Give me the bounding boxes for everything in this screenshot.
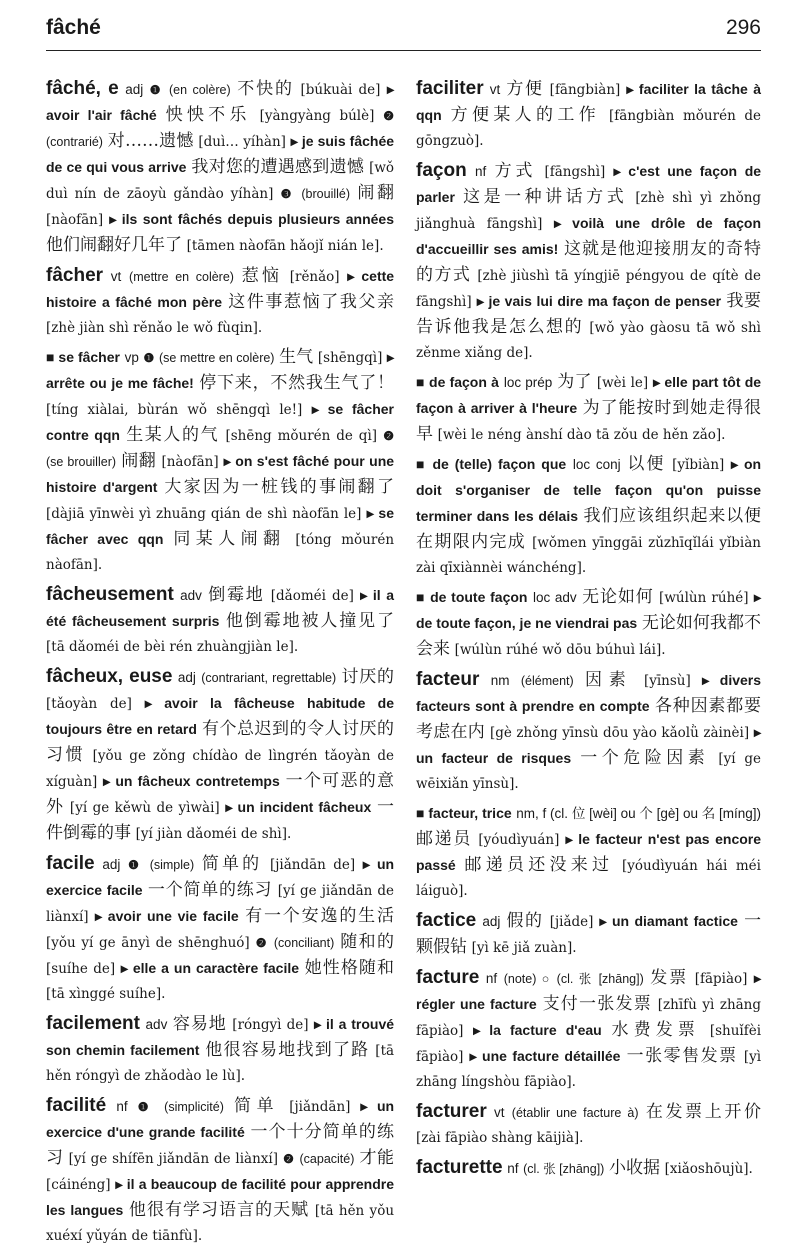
chinese-translation: 一个简单的练习 — [147, 880, 273, 900]
pinyin: [fāngshì] — [544, 164, 606, 180]
chinese-translation: 简单的 — [201, 854, 263, 874]
pinyin: [tā xìnggé suíhe]. — [46, 986, 166, 1002]
pinyin: [zhè jiàn shì rěnǎo le wǒ fùqin]. — [46, 320, 263, 336]
part-of-speech: adj — [177, 670, 196, 685]
pinyin: [tā hěn yǒu xuéxí yǔyán de tiānfù]. — [46, 1203, 395, 1244]
french-example: ▸ cette histoire a fâché mon père — [46, 268, 395, 310]
sense-note: (simple) — [149, 858, 195, 872]
entry-facilite — [46, 1093, 394, 1249]
pinyin: [zhè jiùshì tā yíngjiē péngyou de qítè de fāngshì] — [416, 268, 762, 310]
sense-note: (mettre en colère) — [129, 270, 234, 284]
sense-note: (contrarié) — [46, 135, 103, 149]
sense-note: (établir une facture à) — [511, 1106, 639, 1120]
french-example: ▸ elle part tôt de façon à arriver à l'heure — [416, 374, 762, 416]
chinese-translation: 我对您的遭遇感到遗憾 — [191, 157, 365, 177]
pinyin: [duì… yíhàn] — [198, 134, 286, 150]
part-of-speech: nf — [507, 1161, 519, 1176]
french-example: ▸ avoir la fâcheuse habitude de toujours être en retard — [46, 695, 395, 737]
chinese-translation: 这件事惹恼了我父亲 — [228, 292, 395, 312]
entry-facheusement — [46, 582, 394, 660]
pinyin: [jiǎndān] — [289, 1099, 351, 1115]
pinyin: [yí ge jiǎndān de liànxí] — [46, 883, 395, 925]
chinese-translation: 方便某人的工作 — [450, 105, 601, 125]
entry-se-facher — [46, 345, 394, 578]
french-example: ▸ un diamant factice — [599, 913, 738, 929]
sense-note: (contrariant, regrettable) — [201, 671, 337, 685]
entry-facturette — [416, 1155, 761, 1182]
left-column — [46, 76, 394, 1253]
sense-number: ❷ — [283, 1152, 295, 1166]
entry-facturer — [416, 1099, 761, 1151]
entry-de-toute-facon — [416, 585, 761, 663]
part-of-speech: vt — [494, 1105, 505, 1120]
french-example: ▸ la facture d'eau — [473, 1022, 602, 1038]
entry-faciliter — [416, 76, 761, 154]
pinyin: [fāpiào] — [694, 971, 748, 987]
pinyin: [dàjiā yīnwèi yì zhuāng qián de shì nàofān le] — [46, 506, 362, 522]
pinyin: [zài fāpiào shàng kāijià]. — [416, 1130, 584, 1146]
pinyin: [dǎoméi de] — [270, 588, 354, 604]
right-column — [416, 76, 761, 1186]
part-of-speech: loc adv — [532, 590, 577, 605]
part-of-speech: adj — [482, 914, 501, 929]
chinese-translation: 一张零售发票 — [626, 1046, 738, 1066]
part-of-speech: adv — [180, 588, 202, 603]
chinese-translation: 发票 — [650, 968, 689, 988]
part-of-speech: vt — [489, 82, 501, 97]
sense-number: ❶ — [149, 83, 163, 97]
french-example: ▸ un exercice facile — [46, 856, 395, 898]
headword: fâché, e — [46, 78, 119, 99]
entry-fache — [46, 76, 394, 259]
french-example: ■ de (telle) façon que — [416, 456, 567, 472]
pinyin: [tíng xiàlai, bùrán wǒ shēngqì le!] — [46, 402, 303, 418]
chinese-translation: 一个十分简单的练习 — [46, 1122, 394, 1168]
pinyin: [yǒu yí ge ānyì de shēnghuó] — [46, 935, 250, 951]
french-example: ▸ de toute façon, je ne viendrai pas — [416, 589, 762, 631]
sense-number: ❷ — [383, 429, 395, 443]
pinyin: [tā dǎoméi de bèi rén zhuàngjiàn le]. — [46, 639, 299, 655]
pinyin: [yí ge wēixiǎn yīnsù]. — [416, 751, 762, 792]
chinese-translation: 他很容易地找到了路 — [205, 1040, 370, 1060]
french-example: ▸ une facture détaillée — [469, 1048, 621, 1064]
chinese-translation: 他倒霉地被人撞见了 — [225, 611, 395, 631]
chinese-translation: 惹恼 — [241, 266, 282, 286]
pinyin: [wǒmen yīnggāi zǔzhīqǐlái yǐbiàn zài qīxiànnèi wánchéng]. — [416, 535, 761, 576]
french-example: ▸ avoir une vie facile — [95, 908, 239, 924]
pinyin: [jiǎde] — [549, 914, 594, 930]
chinese-translation: 停下来，不然我生气了！ — [199, 373, 395, 393]
french-example: ▸ arrête ou je me fâche! — [46, 349, 395, 391]
pinyin: [tā hěn róngyì de zhǎodào le lù]. — [46, 1043, 395, 1084]
pinyin: [shuǐfèi fāpiào] — [416, 1023, 762, 1065]
part-of-speech: adj — [102, 857, 121, 872]
pinyin: [yīnsù] — [643, 673, 691, 689]
chinese-translation: 他们闹翻好几年了 — [46, 235, 182, 255]
chinese-translation: 邮递员还没来过 — [464, 855, 614, 875]
chinese-translation: 以便 — [627, 454, 666, 474]
headword: facilement — [46, 1013, 140, 1034]
part-of-speech: nm — [490, 673, 510, 688]
entry-facher — [46, 263, 394, 341]
pinyin: [wǒ duì nín de zāoyù gǎndào yíhàn] — [46, 160, 395, 202]
chinese-translation: 随和的 — [340, 932, 395, 952]
part-of-speech: loc conj — [572, 457, 621, 472]
pinyin: [shēngqì] — [317, 350, 383, 366]
page-number: 296 — [725, 16, 761, 39]
french-example: ▸ ils sont fâchés depuis plusieurs années — [109, 211, 395, 227]
part-of-speech: nm, f (cl. 位 [wèi] ou 个 [gè] ou 名 [míng]) — [516, 806, 762, 821]
sense-note: (en colère) — [168, 83, 231, 97]
pinyin: [yóudìyuán hái méi láiguò]. — [416, 858, 761, 899]
pinyin: [yì kē jiǎ zuàn]. — [471, 940, 577, 956]
part-of-speech: vt — [110, 269, 122, 284]
chinese-translation: 讨厌的 — [341, 667, 395, 687]
french-example: ▸ un incident fâcheux — [225, 799, 372, 815]
sense-number: ❶ — [128, 858, 142, 872]
french-example: ▸ il a été fâcheusement surpris — [46, 587, 395, 629]
chinese-translation: 我要告诉他我是怎么想的 — [416, 291, 762, 337]
sense-number: ❷ — [383, 109, 395, 123]
headword: facteur — [416, 669, 480, 690]
french-example: ▸ elle a un caractère facile — [120, 960, 300, 976]
french-example: ▸ un fâcheux contretemps — [103, 773, 280, 789]
headword: fâcheusement — [46, 584, 174, 605]
pinyin: [gè zhǒng yīnsù dōu yào kǎolǜ zàinèi] — [489, 725, 750, 741]
headword: façon — [416, 160, 467, 181]
pinyin: [yǒu ge zǒng chídào de lìngrén tǎoyàn de xíguàn] — [46, 748, 395, 790]
headword: fâcher — [46, 265, 104, 286]
entry-factice — [416, 908, 761, 961]
chinese-translation: 对……遗憾 — [107, 131, 194, 151]
chinese-translation: 怏怏不乐 — [165, 105, 251, 125]
chinese-translation: 才能 — [359, 1148, 395, 1168]
sense-note: (cl. 张 [zhāng]) — [523, 1162, 605, 1176]
entry-de-telle-facon-que — [416, 452, 761, 581]
headword: faciliter — [416, 78, 484, 99]
french-example: ■ de façon à — [416, 374, 499, 390]
pinyin: [nàofān] — [161, 454, 219, 470]
chinese-translation: 小收据 — [608, 1158, 660, 1178]
chinese-translation: 无论如何我都不会来 — [416, 613, 762, 659]
french-example: ▸ se fâcher contre qqn — [46, 401, 395, 443]
french-example: ▸ c'est une façon de parler — [416, 163, 762, 205]
chinese-translation: 支付一张发票 — [542, 994, 652, 1014]
pinyin: [búkuài de] — [300, 82, 381, 98]
headword: facturer — [416, 1101, 487, 1122]
entry-facteur-trice — [416, 801, 761, 904]
chinese-translation: 生气 — [279, 347, 314, 367]
chinese-translation: 一件倒霉的事 — [46, 797, 395, 843]
chinese-translation: 同某人闹翻 — [173, 529, 286, 549]
chinese-translation: 这就是他迎接朋友的奇特的方式 — [416, 239, 762, 285]
chinese-translation: 方便 — [506, 79, 544, 99]
chinese-translation: 在发票上开价 — [645, 1102, 762, 1122]
french-example: ■ facteur, trice — [416, 805, 512, 821]
french-example: ▸ on doit s'organiser de telle façon qu'on puisse terminer dans les délais — [416, 456, 762, 524]
sense-note: (capacité) — [299, 1152, 355, 1166]
headword: facilité — [46, 1095, 107, 1116]
french-example: ▸ il a beaucoup de facilité pour apprendre les langues — [46, 1176, 394, 1218]
chinese-translation: 他很有学习语言的天赋 — [128, 1200, 310, 1220]
chinese-translation: 我们应该组织起来以便在期限内完成 — [416, 506, 762, 552]
part-of-speech: nf — [475, 164, 487, 179]
part-of-speech: vp — [124, 350, 139, 365]
french-example: ▸ divers facteurs sont à prendre en compte — [416, 672, 762, 714]
pinyin: [yì zhāng língshòu fāpiào]. — [416, 1049, 762, 1090]
headword: facile — [46, 853, 95, 874]
part-of-speech: nf — [116, 1099, 128, 1114]
pinyin: [cáinéng] — [46, 1177, 111, 1193]
headword: facture — [416, 967, 480, 988]
sense-number: ❸ — [280, 187, 295, 201]
pinyin: [tóng mǒurén nàofān]. — [46, 532, 395, 573]
pinyin: [yí ge kěwù de yìwài] — [69, 800, 220, 816]
pinyin: [wǒ yào gàosu tā wǒ shì zěnme xiǎng de]. — [416, 320, 762, 361]
pinyin: [fāngbiàn mǒurén de gōngzuò]. — [416, 108, 762, 149]
pinyin: [wèi le néng ànshí dào tā zǒu de hěn zǎo]. — [437, 427, 726, 443]
chinese-translation: 一颗假钻 — [416, 911, 762, 957]
chinese-translation: 一个危险因素 — [580, 748, 710, 768]
entry-de-facon-a — [416, 370, 761, 448]
french-example: ▸ on s'est fâché pour une histoire d'argent — [46, 453, 395, 495]
part-of-speech: loc prép — [503, 375, 553, 390]
pinyin: [shēng mǒurén de qì] — [225, 428, 378, 444]
sense-number: ❶ — [143, 351, 155, 365]
french-example: ▸ je suis fâchée de ce qui vous arrive — [46, 133, 395, 175]
chinese-translation: 方式 — [494, 161, 537, 181]
sense-note: (se mettre en colère) — [159, 351, 275, 365]
sense-note: (élément) — [520, 674, 574, 688]
entry-facon — [416, 158, 761, 366]
pinyin: [yǐbiàn] — [672, 457, 725, 473]
french-example: ▸ je vais lui dire ma façon de penser — [476, 293, 722, 309]
pinyin: [tāmen nàofān hǎojǐ nián le]. — [186, 238, 384, 254]
french-example: ▸ il a trouvé son chemin facilement — [46, 1016, 395, 1058]
running-headword: fâché — [46, 16, 101, 39]
french-example: ■ se fâcher — [46, 349, 120, 365]
french-example: ▸ voilà une drôle de façon d'accueillir ses amis! — [416, 215, 762, 257]
pinyin: [nàofān] — [46, 212, 104, 228]
pinyin: [jiǎndān de] — [269, 857, 356, 873]
pinyin: [wúlùn rúhé] — [659, 590, 749, 606]
french-example: ▸ un facteur de risques — [416, 724, 761, 766]
chinese-translation: 各种因素都要考虑在内 — [416, 696, 762, 742]
pinyin: [yàngyàng búlè] — [259, 108, 375, 124]
part-of-speech: adv — [145, 1017, 168, 1032]
headword: factice — [416, 910, 477, 931]
pinyin: [wúlùn rúhé wǒ dōu búhuì lái]. — [454, 642, 666, 658]
headword: fâcheux, euse — [46, 666, 173, 687]
chinese-translation: 倒霉地 — [208, 585, 265, 605]
pinyin: [yí ge shífēn jiǎndān de liànxí] — [68, 1151, 278, 1167]
pinyin: [suíhe de] — [46, 961, 116, 977]
pinyin: [fāngbiàn] — [549, 82, 621, 98]
chinese-translation: 她性格随和 — [304, 958, 394, 978]
entry-facheux — [46, 664, 394, 847]
french-example: ▸ régler une facture — [416, 970, 762, 1012]
sense-note: (conciliant) — [273, 936, 335, 950]
chinese-translation: 闹翻 — [357, 183, 395, 203]
pinyin: [xiǎoshōujù]. — [664, 1161, 753, 1177]
chinese-translation: 为了能按时到她走得很早 — [416, 398, 762, 444]
chinese-translation: 一个可恶的意外 — [46, 771, 395, 817]
french-example: ▸ un exercice d'une grande facilité — [46, 1098, 395, 1140]
pinyin: [zhè shì yì zhǒng jiǎnghuà fāngshì] — [416, 190, 762, 232]
chinese-translation: 假的 — [506, 911, 544, 931]
pinyin: [yí jiàn dǎoméi de shì]. — [135, 826, 292, 842]
french-example: ▸ avoir l'air fâché — [46, 81, 395, 123]
pinyin: [rěnǎo] — [289, 269, 340, 285]
sense-note: (se brouiller) — [46, 455, 117, 469]
sense-note: (brouillé) — [301, 187, 351, 201]
chinese-translation: 简单 — [234, 1096, 280, 1116]
sense-number: ❶ — [137, 1100, 155, 1114]
part-of-speech: adj — [125, 82, 144, 97]
pinyin: [wèi le] — [596, 375, 649, 391]
pinyin: [yóudìyuán] — [478, 832, 560, 848]
headword: facturette — [416, 1157, 503, 1178]
sense-note: (note) ○ (cl. 张 [zhāng]) — [503, 972, 644, 986]
chinese-translation: 因素 — [585, 670, 633, 690]
part-of-speech: nf — [485, 971, 498, 986]
pinyin: [tǎoyàn de] — [46, 696, 132, 712]
pinyin: [róngyì de] — [232, 1017, 309, 1033]
french-example: ■ de toute façon — [416, 589, 528, 605]
sense-note: (simplicité) — [164, 1100, 224, 1114]
chinese-translation: 闹翻 — [121, 451, 157, 471]
chinese-translation: 有一个安逸的生活 — [245, 906, 395, 926]
chinese-translation: 水费发票 — [611, 1020, 701, 1040]
chinese-translation: 生某人的气 — [126, 425, 220, 445]
pinyin: [zhīfù yì zhāng fāpiào] — [416, 997, 762, 1039]
chinese-translation: 容易地 — [172, 1014, 227, 1034]
french-example: ▸ le facteur n'est pas encore passé — [416, 831, 762, 873]
chinese-translation: 有个总迟到的令人讨厌的习惯 — [46, 719, 395, 765]
chinese-translation: 不快的 — [237, 79, 294, 99]
french-example: ▸ faciliter la tâche à qqn — [416, 81, 762, 123]
entry-facteur — [416, 667, 761, 797]
french-example: ▸ se fâcher avec qqn — [46, 505, 394, 547]
sense-number: ❷ — [255, 936, 268, 950]
chinese-translation: 这是一种讲话方式 — [463, 187, 628, 207]
chinese-translation: 大家因为一桩钱的事闹翻了 — [164, 477, 394, 497]
chinese-translation: 为了 — [557, 372, 592, 392]
entry-facture — [416, 965, 761, 1095]
page-header — [46, 14, 761, 51]
entry-facile — [46, 851, 394, 1007]
entry-facilement — [46, 1011, 394, 1089]
chinese-translation: 无论如何 — [582, 587, 654, 607]
chinese-translation: 邮递员 — [416, 829, 473, 849]
